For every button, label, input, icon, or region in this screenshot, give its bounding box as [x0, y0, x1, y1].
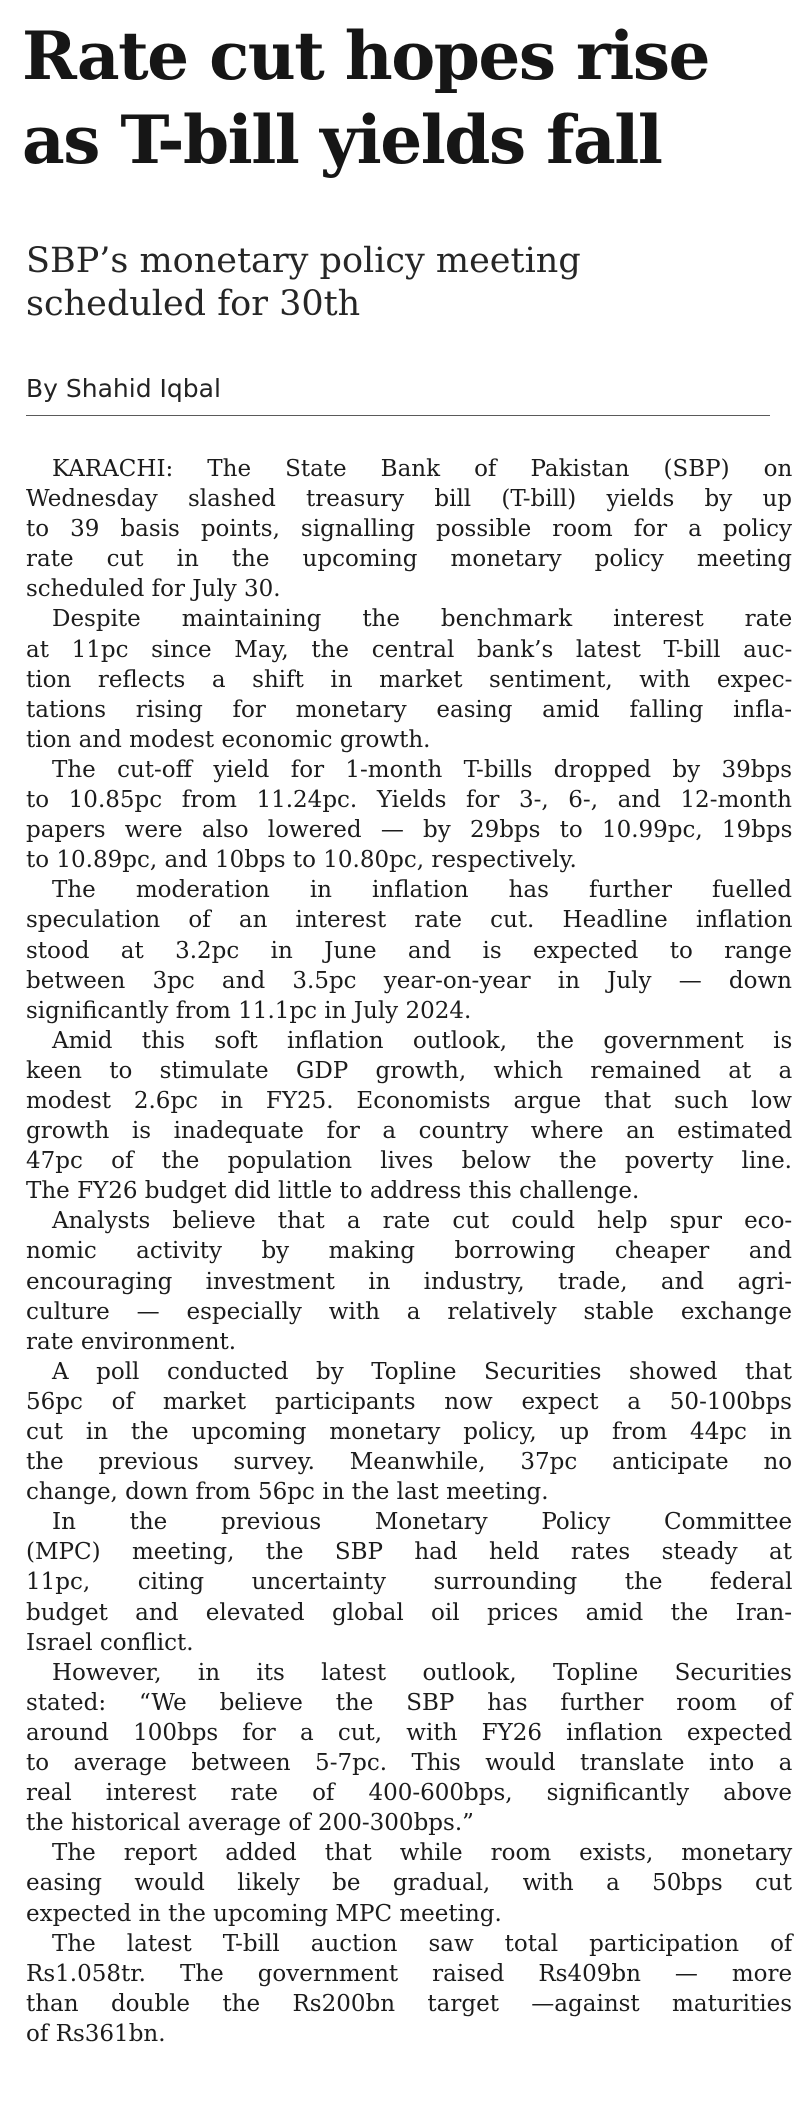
article-paragraph	[26, 1929, 792, 2049]
paragraph-line: tion and modest economic growth.	[26, 726, 431, 753]
paragraph-line: keen to stimulate GDP growth, which remained at a	[26, 1057, 793, 1084]
subheadline-line: SBP’s monetary policy meeting	[26, 241, 581, 281]
paragraph-line: around 100bps for a cut, with FY26 inflation expected	[26, 1719, 793, 1746]
paragraph-line: change, down from 56pc in the last meeting.	[26, 1479, 549, 1506]
paragraph-line: tations rising for monetary easing amid falling infla-	[26, 696, 793, 723]
article-paragraph	[26, 604, 792, 754]
paragraph-line: In the previous Monetary Policy Committee	[52, 1509, 793, 1536]
paragraph-line: The cut-off yield for 1-month T-bills dropped by 39bps	[52, 756, 792, 783]
subheadline-line: scheduled for 30th	[26, 284, 361, 324]
paragraph-line: expected in the upcoming MPC meeting.	[26, 1900, 502, 1927]
article-paragraph	[26, 755, 792, 875]
paragraph-line: speculation of an interest rate cut. Headline inflation	[26, 907, 793, 934]
headline	[22, 14, 802, 182]
headline-line: as T-bill yields fall	[22, 101, 662, 179]
paragraph-line: 47pc of the population lives below the poverty line.	[26, 1148, 792, 1175]
paragraph-line: real interest rate of 400-600bps, significantly above	[26, 1780, 792, 1807]
article-paragraph	[26, 875, 792, 1025]
paragraph-line: to average between 5-7pc. This would translate into a	[26, 1750, 793, 1777]
paragraph-line: at 11pc since May, the central bank’s latest T-bill auc-	[26, 636, 793, 663]
paragraph-line: 11pc, citing uncertainty surrounding the federal	[26, 1569, 793, 1596]
paragraph-line: cut in the upcoming monetary policy, up from 44pc in	[26, 1419, 792, 1445]
article-paragraph	[26, 1357, 792, 1507]
paragraph-line: to 10.85pc from 11.24pc. Yields for 3-, 6-, and 12-month	[26, 787, 792, 814]
article-paragraph	[26, 1838, 792, 1928]
paragraph-line: significantly from 11.1pc in July 2024.	[26, 997, 472, 1024]
paragraph-line: to 39 basis points, signalling possible room for a policy	[26, 516, 792, 543]
paragraph-line: (MPC) meeting, the SBP had held rates steady at	[26, 1539, 792, 1566]
paragraph-line: the previous survey. Meanwhile, 37pc anticipate no	[26, 1449, 793, 1476]
headline-line: Rate cut hopes rise	[22, 17, 709, 95]
paragraph-line: the historical average of 200-300bps.”	[26, 1810, 474, 1837]
paragraph-line: easing would likely be gradual, with a 50bps cut	[26, 1870, 792, 1897]
paragraph-line: nomic activity by making borrowing cheaper and	[26, 1238, 793, 1265]
article-paragraph	[26, 1026, 792, 1207]
paragraph-line: stated: “We believe the SBP has further room of	[26, 1689, 792, 1716]
paragraph-line: However, in its latest outlook, Topline Securities	[52, 1659, 792, 1686]
paragraph-line: Rs1.058tr. The government raised Rs409bn — more	[26, 1960, 793, 1987]
paragraph-line: culture — especially with a relatively stable exchange	[26, 1298, 792, 1325]
paragraph-line: growth is inadequate for a country where an estimated	[26, 1118, 793, 1145]
article-paragraph	[26, 1658, 792, 1839]
paragraph-line: rate environment.	[26, 1328, 237, 1355]
paragraph-line: tion reflects a shift in market sentiment, with expec-	[26, 666, 793, 693]
paragraph-line: of Rs361bn.	[26, 2020, 166, 2047]
paragraph-line: encouraging investment in industry, trade, and agri-	[26, 1268, 793, 1295]
paragraph-line: between 3pc and 3.5pc year-on-year in July — down	[26, 967, 792, 994]
paragraph-line: modest 2.6pc in FY25. Economists argue that such low	[26, 1087, 792, 1114]
paragraph-line: A poll conducted by Topline Securities showed that	[52, 1358, 792, 1385]
article-body	[26, 454, 792, 2049]
article-paragraph	[26, 1206, 792, 1356]
paragraph-line: budget and elevated global oil prices amid the Iran-	[26, 1599, 792, 1626]
paragraph-line: papers were also lowered — by 29bps to 10.99pc, 19bps	[26, 817, 793, 844]
paragraph-line: Amid this soft inflation outlook, the government is	[52, 1027, 793, 1054]
paragraph-line: stood at 3.2pc in June and is expected to range	[26, 937, 792, 964]
subheadline	[26, 240, 786, 326]
paragraph-line: KARACHI: The State Bank of Pakistan (SBP) on	[52, 456, 793, 482]
paragraph-line: Wednesday slashed treasury bill (T-bill) yields by up	[26, 486, 792, 513]
paragraph-line: Despite maintaining the benchmark interest rate	[52, 606, 793, 633]
paragraph-line: The latest T-bill auction saw total participation of	[52, 1930, 793, 1957]
paragraph-line: Israel conflict.	[26, 1629, 194, 1656]
paragraph-line: The report added that while room exists, monetary	[52, 1840, 793, 1867]
paragraph-line: 56pc of market participants now expect a 50-100bps	[26, 1388, 792, 1415]
paragraph-line: Analysts believe that a rate cut could help spur eco-	[52, 1208, 793, 1235]
article-paragraph	[26, 454, 792, 604]
article-paragraph	[26, 1507, 792, 1657]
paragraph-line: scheduled for July 30.	[26, 576, 281, 603]
byline: By Shahid Iqbal	[26, 374, 221, 403]
paragraph-line: rate cut in the upcoming monetary policy meeting	[26, 546, 792, 573]
byline-divider	[26, 415, 770, 416]
paragraph-line: The FY26 budget did little to address this challenge.	[26, 1178, 640, 1205]
paragraph-line: The moderation in inflation has further fuelled	[52, 877, 792, 904]
paragraph-line: to 10.89pc, and 10bps to 10.80pc, respectively.	[26, 847, 577, 874]
paragraph-line: than double the Rs200bn target —against maturities	[26, 1990, 792, 2017]
